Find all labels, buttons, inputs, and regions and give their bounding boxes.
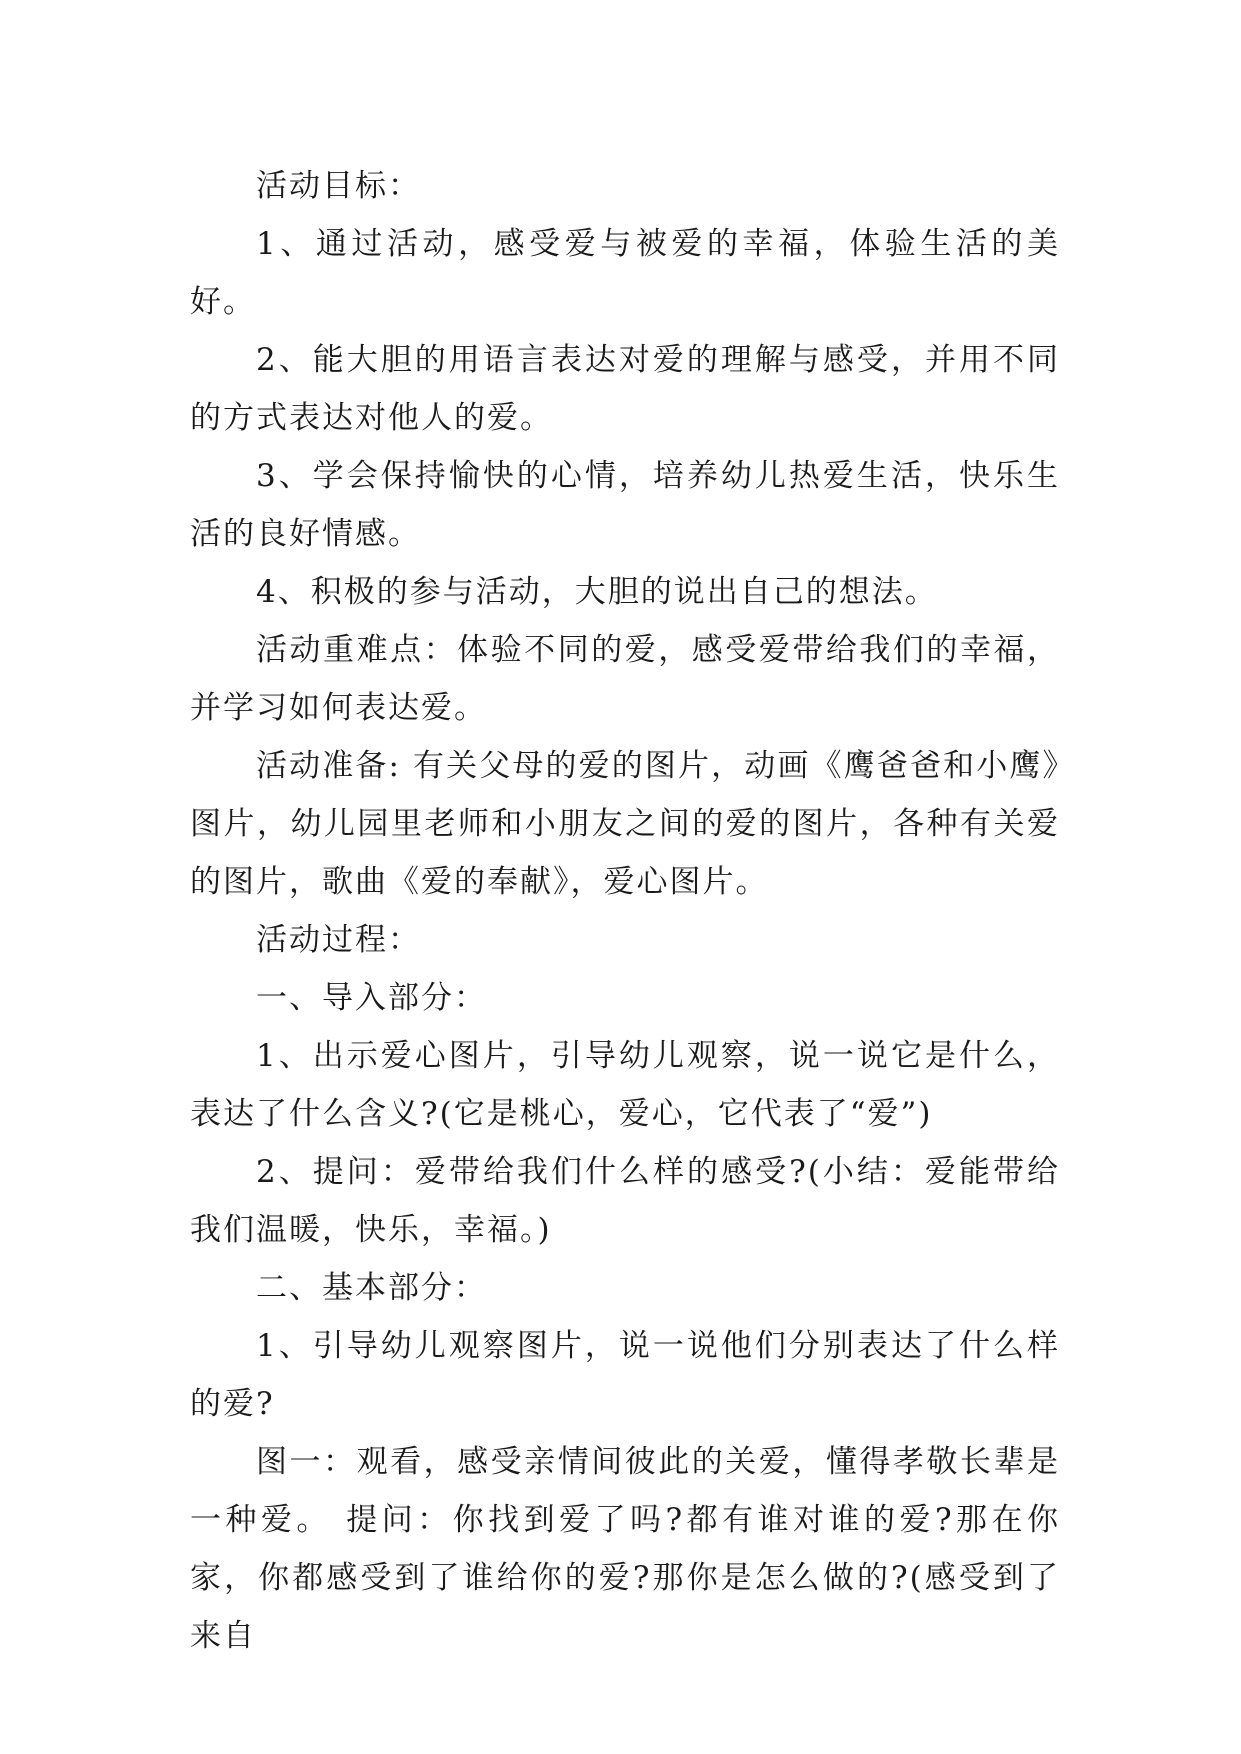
paragraph-goal-2: 2、能大胆的用语言表达对爱的理解与感受，并用不同的方式表达对他人的爱。: [190, 342, 1060, 436]
paragraph-goal-1: 1、通过活动，感受爱与被爱的幸福，体验生活的美好。: [190, 226, 1060, 320]
paragraph-preparation: 活动准备: 有关父母的爱的图片，动画《鹰爸爸和小鹰》图片，幼儿园里老师和小朋友之间的爱的图片，各种有关爱的图片，歌曲《爱的奉献》，爱心图片。: [190, 748, 1060, 900]
document-page: [190, 157, 1060, 1665]
paragraph-basic-1: 1、引导幼儿观察图片，说一说他们分别表达了什么样的爱?: [190, 1328, 1060, 1422]
paragraph-goal-3: 3、学会保持愉快的心情，培养幼儿热爱生活，快乐生活的良好情感。: [190, 458, 1060, 552]
paragraph-goals-heading: 活动目标：: [256, 168, 421, 204]
paragraph-goal-4: 4、积极的参与活动，大胆的说出自己的想法。: [256, 574, 938, 610]
paragraph-basic-heading: 二、基本部分：: [256, 1270, 487, 1306]
paragraph-picture-1: 图一：观看，感受亲情间彼此的关爱，懂得孝敬长辈是一种爱。 提问：你找到爱了吗?都有谁对谁的爱?那在你家，你都感受到了谁给你的爱?那你是怎么做的?(感受到了来自: [190, 1444, 1060, 1654]
paragraph-intro-heading: 一、导入部分：: [256, 980, 487, 1016]
paragraph-intro-2: 2、提问：爱带给我们什么样的感受?(小结：爱能带给我们温暖，快乐，幸福。): [190, 1154, 1060, 1248]
paragraph-process-heading: 活动过程：: [256, 922, 421, 958]
paragraph-key-points: 活动重难点：体验不同的爱，感受爱带给我们的幸福，并学习如何表达爱。: [190, 632, 1060, 726]
paragraph-intro-1: 1、出示爱心图片，引导幼儿观察，说一说它是什么，表达了什么含义?(它是桃心，爱心，它代表了“爱”): [190, 1038, 1060, 1132]
